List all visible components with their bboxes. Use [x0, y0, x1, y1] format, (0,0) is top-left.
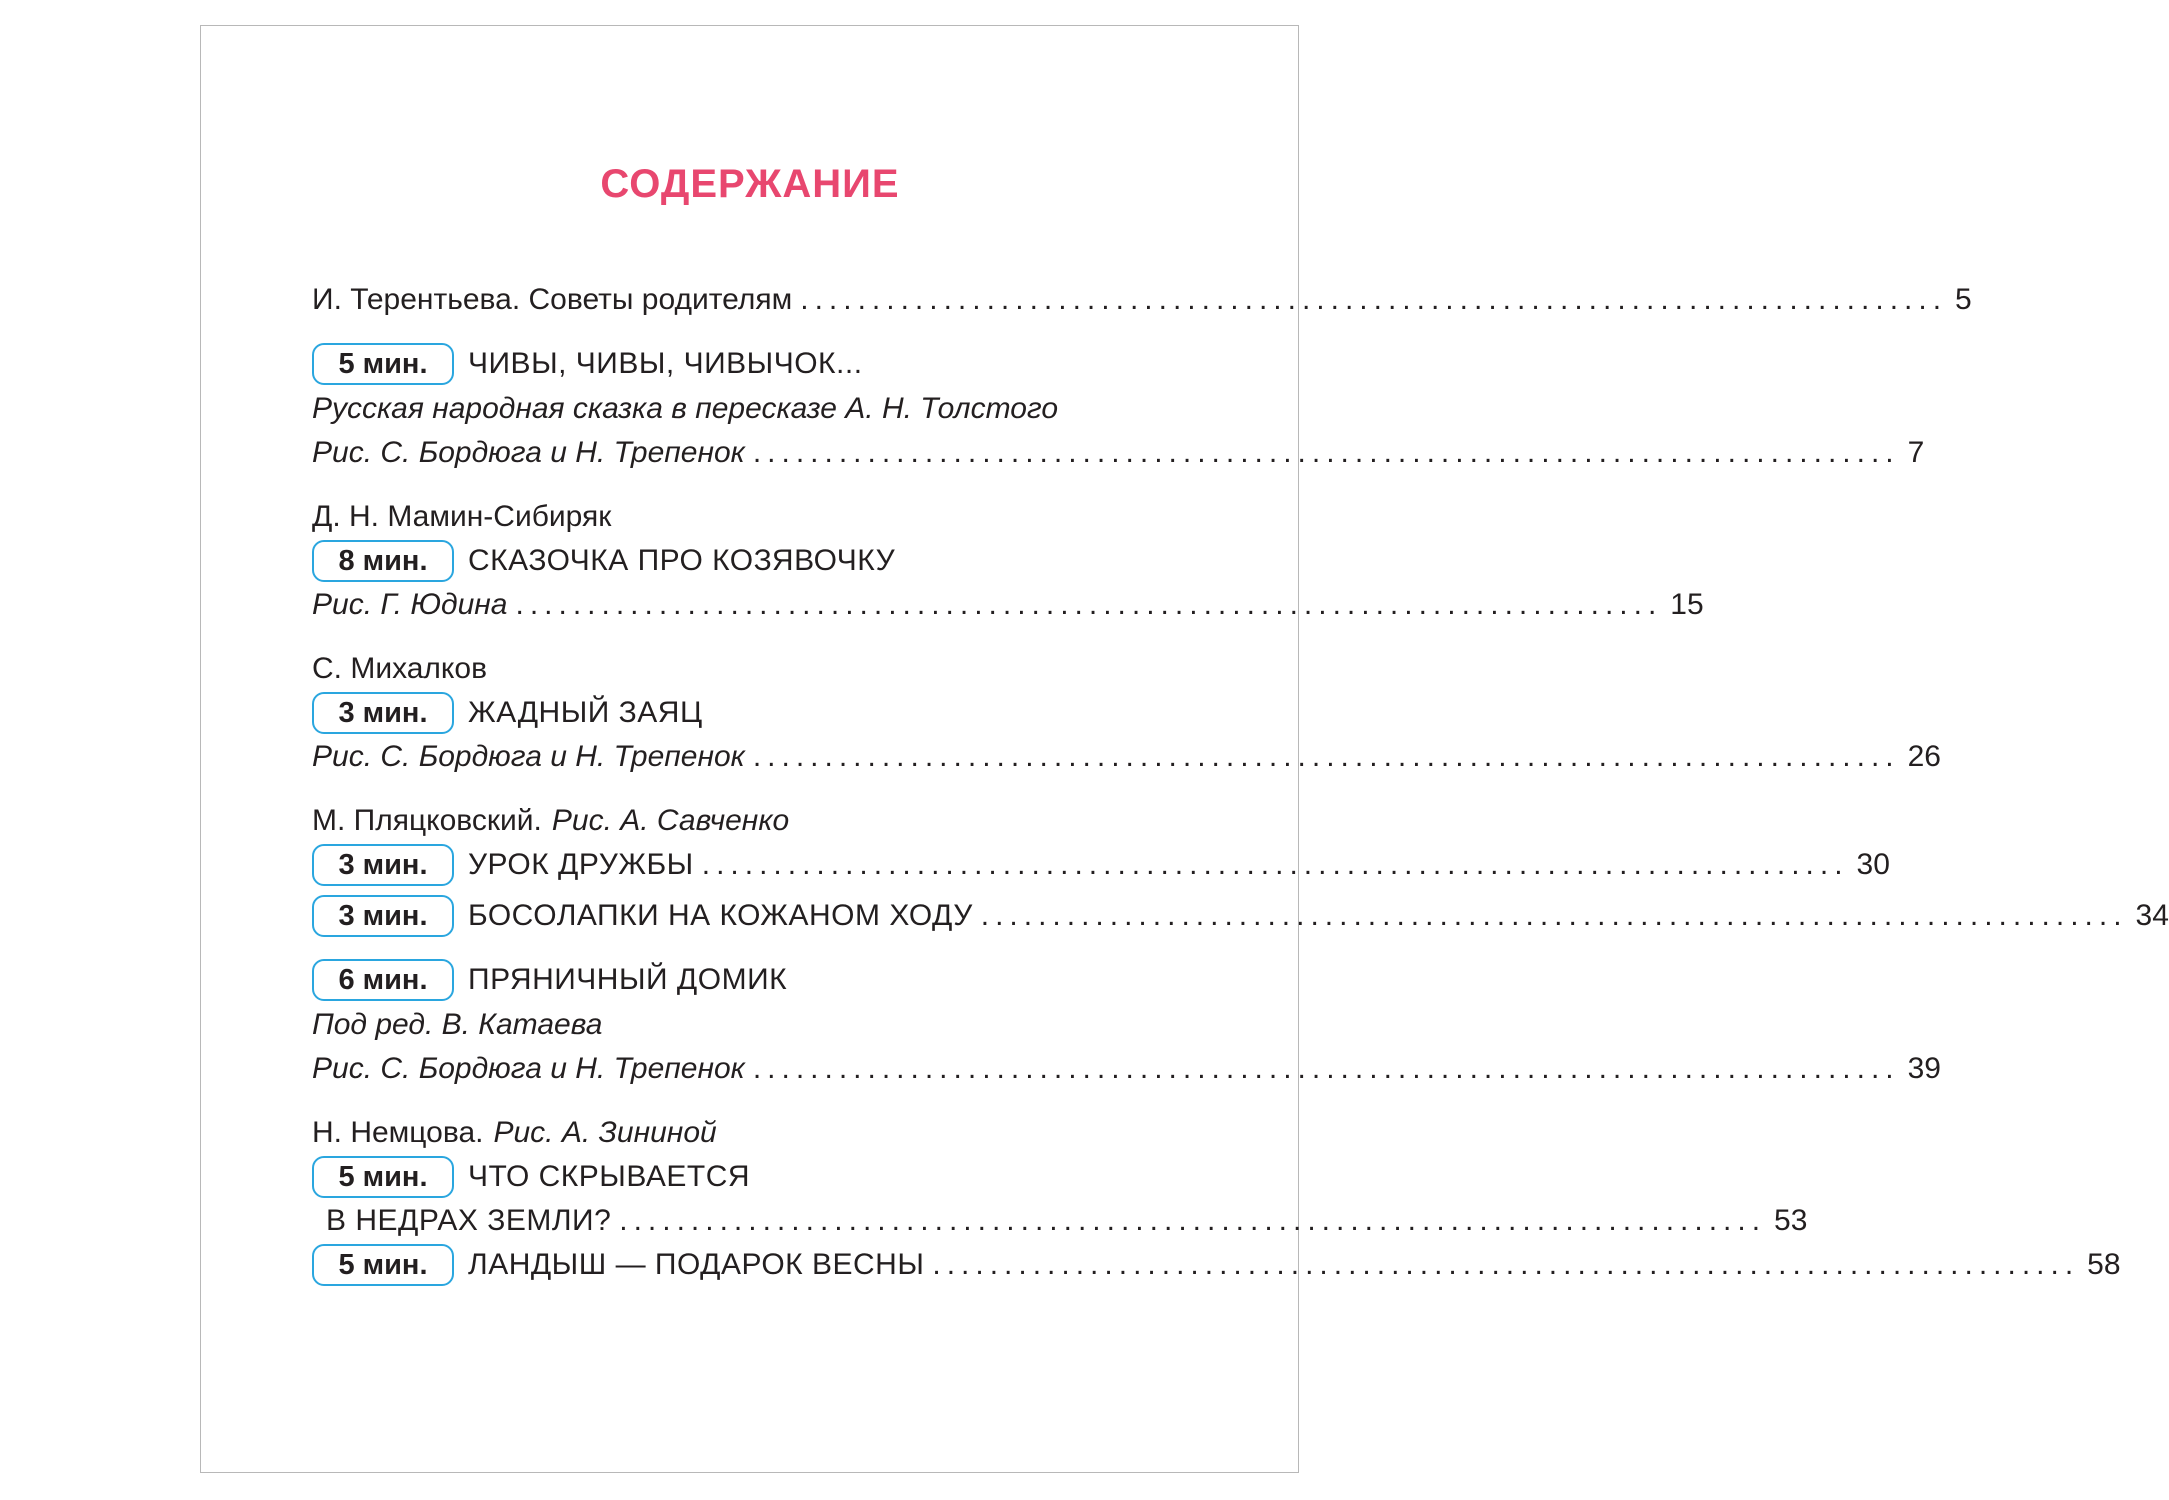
leader-dots: ................................................................................	[619, 1204, 1767, 1237]
story-title: ЧИВЫ, ЧИВЫ, ЧИВЫЧОК...	[468, 347, 863, 380]
page-title: СОДЕРЖАНИЕ	[600, 162, 900, 206]
leader-dots: ................................................................................	[701, 848, 1849, 881]
toc-entry	[312, 1199, 1808, 1243]
story-title: ЧТО СКРЫВАЕТСЯ	[468, 1160, 751, 1193]
reading-time-badge: 5 мин.	[312, 1244, 454, 1286]
reading-time-badge: 3 мин.	[312, 692, 454, 734]
page-number: 15	[1670, 588, 1704, 621]
story-title: ЖАДНЫЙ ЗАЯЦ	[468, 696, 703, 729]
story-title-continued: В НЕДРАХ ЗЕМЛИ?	[326, 1204, 612, 1237]
toc-entry	[312, 843, 1890, 887]
credit-text: Рис. Г. Юдина	[312, 588, 508, 621]
reading-time-badge: 3 мин.	[312, 895, 454, 937]
leader-dots: ................................................................................	[752, 436, 1900, 469]
leader-dots: ................................................................................	[932, 1248, 2080, 1281]
author-name: Д. Н. Мамин-Сибиряк	[312, 500, 612, 533]
page-number: 53	[1774, 1204, 1808, 1237]
credit-text: Рис. С. Бордюга и Н. Трепенок	[312, 1052, 745, 1085]
toc-entry	[312, 495, 1138, 539]
page-number: 39	[1907, 1052, 1941, 1085]
story-title: УРОК ДРУЖБЫ	[468, 848, 694, 881]
toc-entry	[312, 1047, 1941, 1091]
leader-dots: ................................................................................	[752, 1052, 1900, 1085]
credit-text: Рис. А. Савченко	[551, 804, 790, 837]
page-number: 58	[2087, 1248, 2121, 1281]
toc-entry	[312, 647, 1138, 691]
story-title: СКАЗОЧКА ПРО КОЗЯВОЧКУ	[468, 544, 896, 577]
toc-entry	[312, 691, 1138, 735]
toc-entry	[312, 431, 1925, 475]
reading-time-badge: 3 мин.	[312, 844, 454, 886]
reading-time-badge: 5 мин.	[312, 343, 454, 385]
toc-entry	[312, 278, 1972, 322]
author-name: Н. Немцова.	[312, 1116, 484, 1149]
entry-text: И. Терентьева. Советы родителям	[312, 283, 793, 316]
credit-text: Под ред. В. Катаева	[312, 1008, 603, 1041]
page-number: 34	[2135, 899, 2169, 932]
page-number: 30	[1856, 848, 1890, 881]
credit-text: Рис. А. Зининой	[493, 1116, 717, 1149]
credit-text: Рис. С. Бордюга и Н. Трепенок	[312, 740, 745, 773]
reading-time-badge: 8 мин.	[312, 540, 454, 582]
leader-dots: ................................................................................	[800, 283, 1948, 316]
story-title: ЛАНДЫШ — ПОДАРОК ВЕСНЫ	[468, 1248, 925, 1281]
page-number: 26	[1907, 740, 1941, 773]
toc-entry	[312, 1111, 1138, 1155]
toc-entry	[312, 1243, 2121, 1287]
toc-entry	[312, 799, 1138, 843]
author-name: С. Михалков	[312, 652, 488, 685]
toc-entry	[312, 735, 1941, 779]
leader-dots: ................................................................................	[752, 740, 1900, 773]
toc-entry	[312, 387, 1138, 431]
toc-entry	[312, 1155, 1138, 1199]
toc-entry	[312, 894, 2169, 938]
toc-entry	[312, 342, 1138, 386]
toc-entry	[312, 583, 1704, 627]
leader-dots: ................................................................................	[515, 588, 1663, 621]
toc-entry	[312, 958, 1138, 1002]
toc-entry	[312, 1003, 1138, 1047]
credit-text: Рис. С. Бордюга и Н. Трепенок	[312, 436, 745, 469]
story-title: БОСОЛАПКИ НА КОЖАНОМ ХОДУ	[468, 899, 973, 932]
toc-entry	[312, 539, 1138, 583]
reading-time-badge: 6 мин.	[312, 959, 454, 1001]
reading-time-badge: 5 мин.	[312, 1156, 454, 1198]
page-number: 5	[1955, 283, 1972, 316]
leader-dots: ................................................................................	[980, 899, 2128, 932]
story-title: ПРЯНИЧНЫЙ ДОМИК	[468, 963, 788, 996]
author-name: М. Пляцковский.	[312, 804, 542, 837]
page-number: 7	[1907, 436, 1925, 469]
credit-text: Русская народная сказка в пересказе А. Н. Толстого	[312, 392, 1059, 425]
